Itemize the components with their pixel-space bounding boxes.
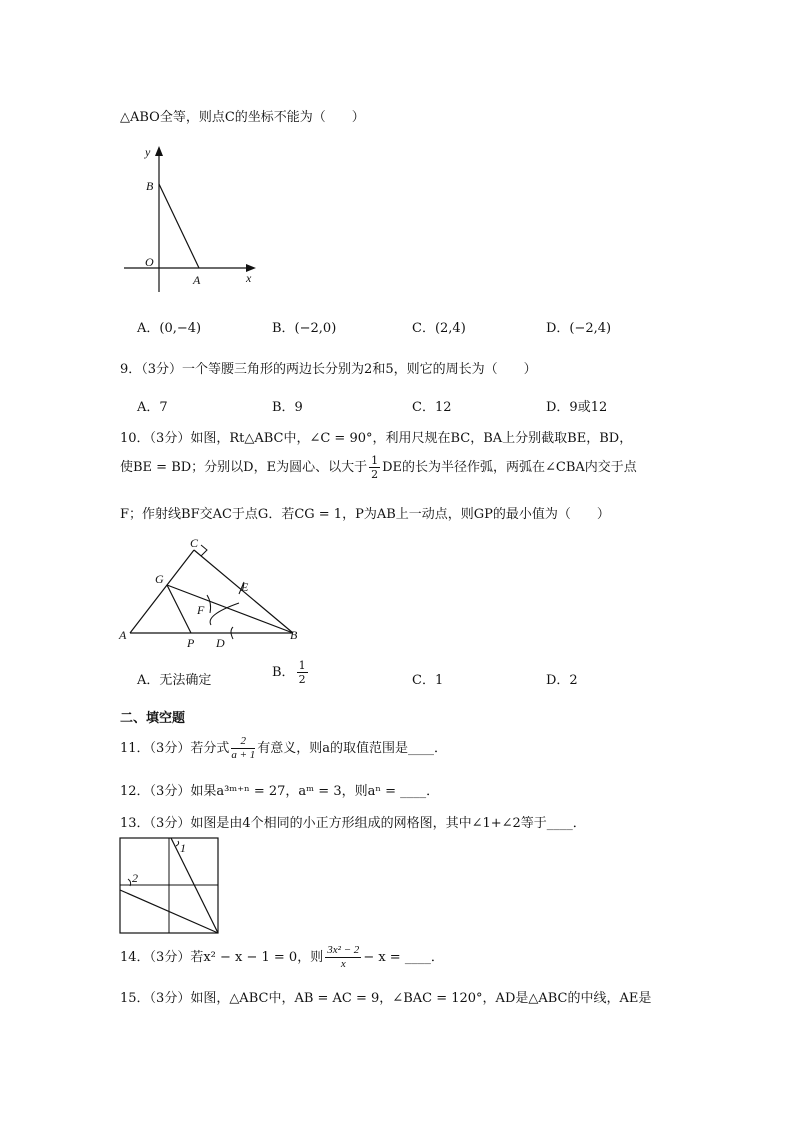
q11-fraction xyxy=(231,736,255,761)
q11-part-b: 有意义，则a的取值范围是____． xyxy=(257,741,448,756)
q10-line2-part-a: 使BE = BD；分别以D，E为圆心、以大于 xyxy=(120,460,368,475)
angle-1-label: 1 xyxy=(180,841,186,855)
q10-option-b xyxy=(272,660,310,685)
q8-coordinate-figure xyxy=(118,140,268,300)
angle-2-label: 2 xyxy=(132,871,138,885)
fraction-denominator: a + 1 xyxy=(231,749,256,761)
q10-line1: 10．（3分）如图，Rt△ABC中，∠C = 90°，利用尺规在BC，BA上分别截取BE，BD， xyxy=(120,431,633,446)
option-b-prefix: B． xyxy=(272,665,295,680)
q8-option-b: B．(−2,0) xyxy=(272,321,337,336)
fraction-denominator: 2 xyxy=(371,468,379,481)
q10-option-d: D．2 xyxy=(546,673,578,688)
fraction-numerator: 2 xyxy=(231,736,255,749)
q10-line2 xyxy=(120,455,637,480)
fraction-denominator: 2 xyxy=(298,673,306,686)
point-p-label: P xyxy=(187,636,195,650)
q11-part-a: 11．（3分）若分式 xyxy=(120,741,230,756)
point-a-label: A xyxy=(119,628,127,642)
q10-line2-part-b: DE的长为半径作弧，两弧在∠CBA内交于点 xyxy=(382,460,637,475)
q9-text: 9．（3分）一个等腰三角形的两边长分别为2和5，则它的周长为（ ） xyxy=(120,362,537,377)
q8-text: △ABO全等，则点C的坐标不能为（ ） xyxy=(120,110,365,125)
fraction-denominator: x xyxy=(340,958,346,970)
q9-option-c: C．12 xyxy=(412,400,452,415)
q15-text: 15．（3分）如图，△ABC中，AB = AC = 9，∠BAC = 120°，AD是△ABC的中线，AE是 xyxy=(120,991,652,1006)
q14-part-a: 14．（3分）若x² − x − 1 = 0，则 xyxy=(120,950,324,965)
fraction-numerator: 1 xyxy=(371,454,379,467)
q8-option-a: A．(0,−4) xyxy=(137,321,202,336)
q10-option-c: C．1 xyxy=(412,673,444,688)
fraction-numerator: 1 xyxy=(298,659,306,672)
q13-grid-figure xyxy=(118,836,222,936)
point-b-label: B xyxy=(146,179,154,193)
y-axis-label: y xyxy=(145,145,151,159)
q8-option-c: C．(2,4) xyxy=(412,321,466,336)
q10-line3: F；作射线BF交AC于点G．若CG = 1，P为AB上一动点，则GP的最小值为（ ） xyxy=(120,507,610,522)
q13-text: 13．（3分）如图是由4个相同的小正方形组成的网格图，其中∠1+∠2等于____． xyxy=(120,816,586,831)
origin-label: O xyxy=(145,255,154,269)
q14-part-b: − x = ____． xyxy=(363,950,444,965)
q12-text: 12．（3分）如果a³ᵐ⁺ⁿ = 27，aᵐ = 3，则aⁿ = ____． xyxy=(120,784,440,799)
q9-option-b: B．9 xyxy=(272,400,303,415)
point-a-label: A xyxy=(193,273,201,287)
q10-option-a: A．无法确定 xyxy=(137,673,212,688)
q9-option-d: D．9或12 xyxy=(546,400,608,415)
q11-text xyxy=(120,736,447,761)
point-g-label: G xyxy=(155,572,164,586)
q14-text xyxy=(120,945,444,970)
x-axis-label: x xyxy=(246,271,252,285)
point-d-label: D xyxy=(216,636,225,650)
point-c-label: C xyxy=(190,536,199,550)
point-b-label: B xyxy=(290,628,298,642)
q10-triangle-figure xyxy=(115,533,315,653)
q14-fraction xyxy=(325,945,361,970)
point-e-label: E xyxy=(241,580,249,594)
option-b-fraction xyxy=(297,660,308,685)
q9-option-a: A．7 xyxy=(137,400,168,415)
q8-option-d: D．(−2,4) xyxy=(546,321,612,336)
section-title: 二、填空题 xyxy=(120,711,186,726)
q10-half-fraction xyxy=(369,455,380,480)
fraction-numerator: 3x² − 2 xyxy=(327,944,360,956)
point-f-label: F xyxy=(197,603,205,617)
